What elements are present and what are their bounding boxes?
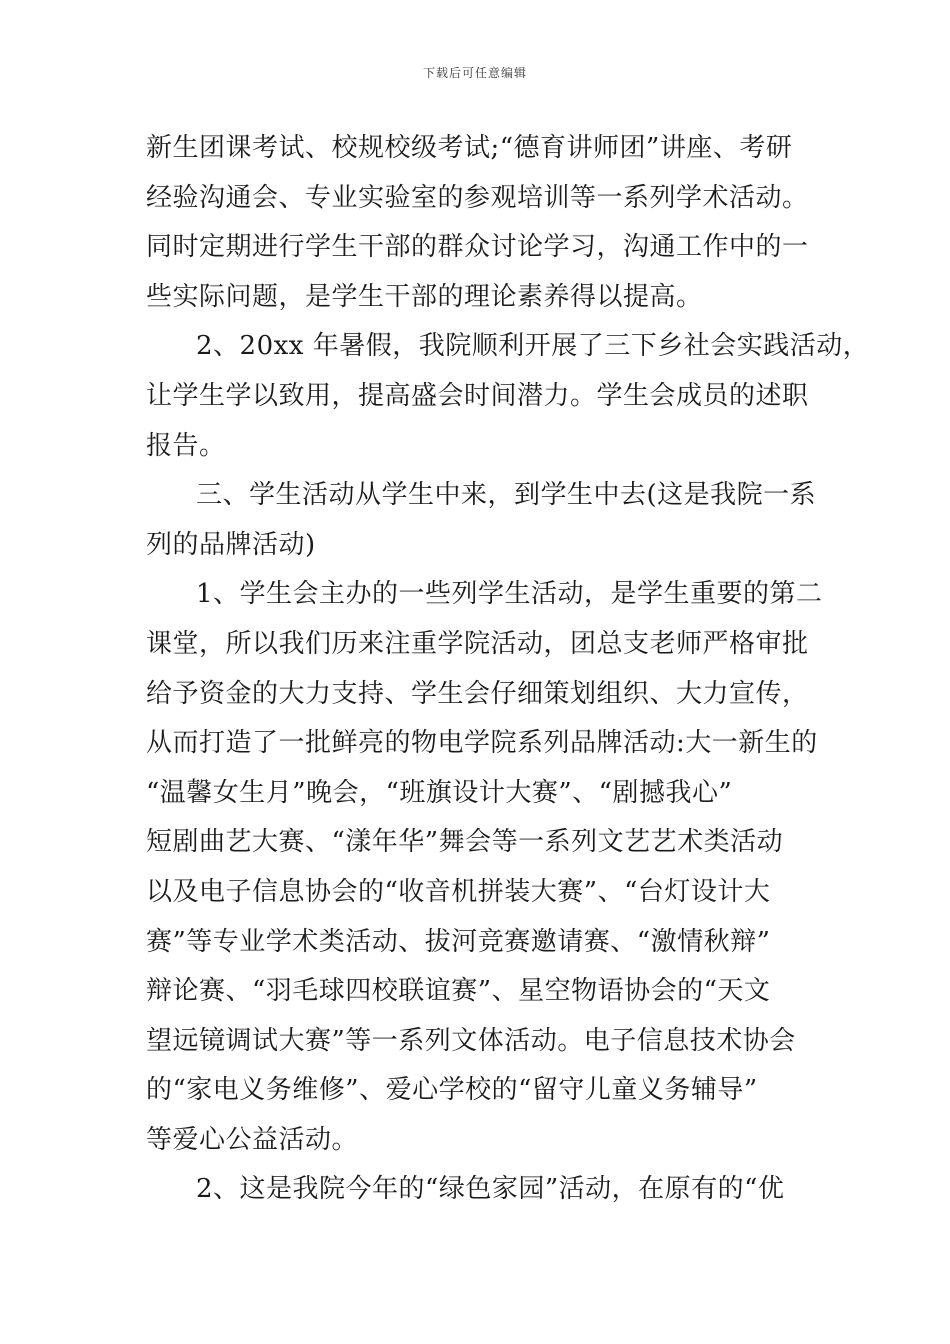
- text-line: 些实际问题，是学生干部的理论素养得以提高。: [146, 281, 703, 312]
- text-line: 给予资金的大力支持、学生会仔细策划组织、大力宣传，: [146, 678, 809, 709]
- text-line: 辩论赛、“羽毛球四校联谊赛”、星空物语协会的“天文: [146, 976, 771, 1007]
- document-body: [146, 124, 870, 1215]
- text-line: 短剧曲艺大赛、“漾年华”舞会等一系列文艺艺术类活动: [146, 827, 784, 858]
- header-note: 下载后可任意编辑: [422, 66, 527, 80]
- text-line: 课堂，所以我们历来注重学院活动，团总支老师严格审批: [146, 628, 809, 659]
- text-line: 列的品牌活动): [146, 529, 316, 560]
- text-line: 赛”等专业学术类活动、拔河竞赛邀请赛、“激情秋辩”: [146, 926, 771, 957]
- text-line: 让学生学以致用，提高盛会时间潜力。学生会成员的述职: [146, 380, 809, 411]
- text-line: 经验沟通会、专业实验室的参观培训等一系列学术活动。: [146, 182, 809, 213]
- text-line: 新生团课考试、校规校级考试;“德育讲师团”讲座、考研: [146, 133, 793, 163]
- text-line: 报告。: [146, 430, 226, 461]
- paragraph-start-line: 1、学生会主办的一些列学生活动，是学生重要的第二: [196, 579, 823, 610]
- text-line: “温馨女生月”晚会，“班旗设计大赛”、“剧撼我心”: [146, 777, 733, 808]
- paragraph-start-line: 2、20xx 年暑假，我院顺利开展了三下乡社会实践活动，: [196, 331, 870, 362]
- section-heading-line: 三、学生活动从学生中来，到学生中去(这是我院一系: [196, 480, 817, 511]
- text-line: 等爱心公益活动。: [146, 1124, 359, 1155]
- text-line: 望远镜调试大赛”等一系列文体活动。电子信息技术协会: [146, 1025, 796, 1056]
- paragraph-start-line: 2、这是我院今年的“绿色家园”活动，在原有的“优: [196, 1174, 785, 1205]
- text-line: 同时定期进行学生干部的群众讨论学习，沟通工作中的一: [146, 232, 809, 263]
- text-line: 以及电子信息协会的“收音机拼装大赛”、“台灯设计大: [146, 876, 771, 907]
- text-line: 从而打造了一批鲜亮的物电学院系列品牌活动:大一新生的: [146, 728, 818, 759]
- text-line: 的“家电义务维修”、爱心学校的“留守儿童义务辅导”: [146, 1075, 758, 1106]
